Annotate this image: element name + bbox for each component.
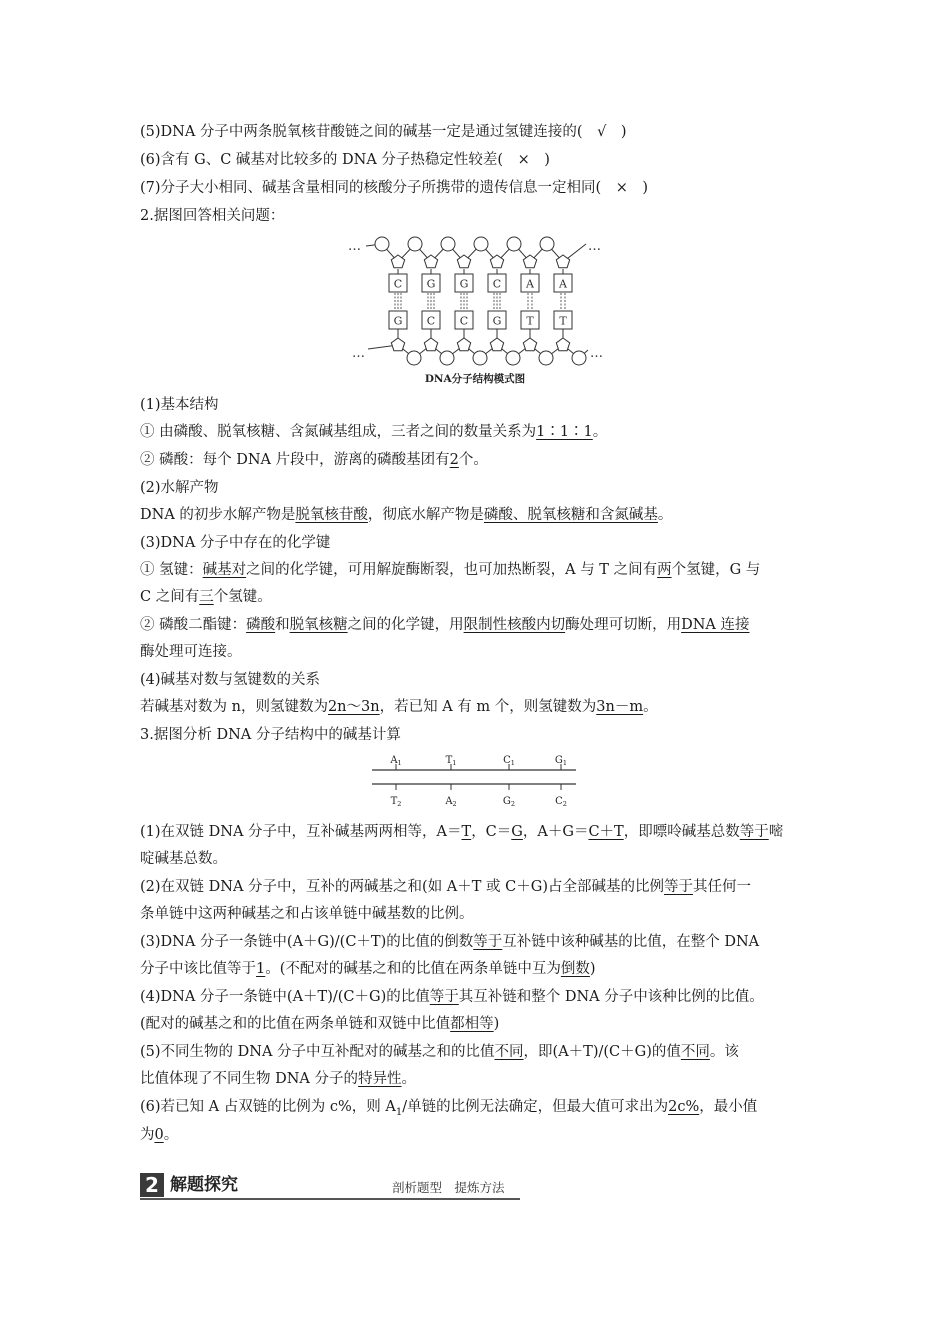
- point-6-cont: [140, 1125, 178, 1145]
- phosphate-circle: [572, 351, 586, 365]
- text: 。: [643, 699, 658, 715]
- point-4: [140, 987, 764, 1007]
- base-label-bottom: C: [426, 314, 436, 328]
- text: 个氢键。: [213, 589, 272, 605]
- text: /单链的比例无法确定，但最大值可求出为: [402, 1099, 669, 1115]
- subscript: 2: [397, 800, 402, 808]
- deoxyribose-pentagon: [523, 338, 536, 351]
- subsection-2-heading: (2)水解产物: [140, 480, 219, 496]
- text: 互补链中该种碱基的比值，在整个 DNA: [502, 934, 760, 950]
- figure-caption: DNA分子结构模式图: [424, 373, 526, 385]
- base-label-top: A: [526, 277, 534, 291]
- base-strand-figure: [368, 754, 580, 812]
- point-2: [140, 877, 751, 897]
- strand-1-label: $A_1$: [390, 755, 402, 767]
- text: 之间的化学键，用: [347, 617, 464, 633]
- text: 之间的化学键，可用解旋酶断裂，也可加热断裂，A 与 T 之间有: [246, 562, 658, 578]
- question-2-heading: 2.据图回答相关问题：: [140, 208, 285, 224]
- subscript: 1: [510, 759, 515, 767]
- text: (6)若已知 A 占双链的比例为 c%，则 A: [140, 1099, 396, 1115]
- statement-text: (6)含有 G、C 碱基对比较多的 DNA 分子热稳定性较差(: [140, 152, 518, 168]
- base-label-top: G: [459, 277, 469, 291]
- answer: 倒数: [560, 961, 590, 977]
- subscript: 2: [562, 800, 567, 808]
- dna-structure-figure: [340, 232, 610, 387]
- deoxyribose-pentagon: [424, 338, 437, 351]
- answer: 脱氧核糖: [289, 617, 348, 633]
- subsection-3a-cont: [140, 587, 272, 607]
- text: ，最小值: [699, 1099, 758, 1115]
- text: 分子中该比值等于: [140, 961, 256, 977]
- section-title: 解题探究: [170, 1175, 238, 1195]
- text: ，彻底水解产物是: [367, 507, 484, 523]
- text: 其任何一: [693, 879, 752, 895]
- phosphate-circle: [474, 237, 488, 251]
- answer: 磷酸、脱氧核糖和含氮碱基: [483, 507, 658, 523]
- text: (配对的碱基之和的比值在两条单链和双链中比值: [140, 1016, 451, 1032]
- text: (2)在双链 DNA 分子中，互补的两碱基之和(如 A＋T 或 C＋G)占全部碱基的比例: [140, 879, 665, 895]
- subsection-1b: [140, 450, 488, 470]
- answer: 等于: [739, 824, 769, 840]
- strand-2-label: $A_2$: [445, 796, 457, 808]
- phosphate-circle: [506, 351, 520, 365]
- base-label-bottom: T: [526, 314, 534, 328]
- subsection-1-heading: (1)基本结构: [140, 397, 219, 413]
- question-3-heading: 3.据图分析 DNA 分子结构中的碱基计算: [140, 727, 401, 743]
- subsection-2a: [140, 505, 672, 525]
- strand-1-label: $C_1$: [503, 755, 515, 767]
- text: ① 氢键：: [140, 562, 203, 578]
- answer-count: 2: [449, 452, 459, 468]
- phosphate-circle: [408, 237, 422, 251]
- answer: 脱氧核苷酸: [295, 507, 368, 523]
- strand-1-label: $G_1$: [554, 755, 568, 767]
- answer: 2c%: [668, 1099, 700, 1115]
- phosphate-circle: [375, 237, 389, 251]
- point-1-cont: 啶碱基总数。: [140, 851, 227, 867]
- phosphate-circle: [540, 237, 554, 251]
- text: 个。: [458, 452, 488, 468]
- dna-diagram: [340, 232, 610, 387]
- section-header: [140, 1172, 520, 1200]
- answer: 三: [199, 589, 214, 605]
- answer: T: [461, 824, 472, 840]
- subsection-3-heading: (3)DNA 分子中存在的化学键: [140, 535, 331, 551]
- answer: 等于: [429, 989, 459, 1005]
- answer: 限制性核酸内切: [463, 617, 566, 633]
- text: 比值体现了不同生物 DNA 分子的: [140, 1071, 359, 1087]
- text: 。: [163, 1127, 179, 1143]
- subscript: 2: [510, 800, 516, 808]
- subscript: 1: [452, 759, 457, 767]
- strand-2-label: $C_2$: [555, 796, 567, 808]
- phosphate-circle: [473, 351, 487, 365]
- strand-diagram: [368, 754, 580, 812]
- point-3-cont: [140, 959, 596, 979]
- subsection-3a: [140, 560, 760, 580]
- base-label-bottom: C: [459, 314, 469, 328]
- phosphate-circle: [440, 351, 454, 365]
- answer: 2n～3n: [327, 699, 380, 715]
- cross-mark: ×: [517, 152, 530, 168]
- deoxyribose-pentagon: [391, 338, 404, 351]
- section-subtitle: 剖析题型 提炼方法: [392, 1180, 505, 1195]
- text: ① 由磷酸、脱氧核糖、含氮碱基组成，三者之间的数量关系为: [140, 424, 537, 440]
- answer: 0: [154, 1127, 164, 1143]
- answer: 1: [256, 961, 266, 977]
- text: (4)DNA 分子一条链中(A＋T)/(C＋G)的比值: [140, 989, 430, 1005]
- base-label-bottom: G: [393, 314, 403, 328]
- phosphate-circle: [507, 237, 521, 251]
- base-label-top: C: [393, 277, 403, 291]
- statement-6: [140, 150, 550, 170]
- point-5-cont: [140, 1069, 416, 1089]
- point-4-cont: [140, 1014, 499, 1034]
- text: ② 磷酸：每个 DNA 片段中，游离的磷酸基团有: [140, 452, 450, 468]
- deoxyribose-pentagon: [556, 338, 569, 351]
- subsection-3b-cont: 酶处理可连接。: [140, 644, 242, 660]
- ellipsis: …: [348, 239, 361, 254]
- text: 。(不配对的碱基之和的比值在两条单链中互为: [265, 961, 561, 977]
- base-label-top: G: [426, 277, 436, 291]
- phosphate-circle: [407, 351, 421, 365]
- text: 。: [401, 1071, 417, 1087]
- point-5: [140, 1042, 739, 1062]
- check-mark: √: [597, 124, 607, 140]
- text: DNA 的初步水解产物是: [140, 507, 296, 523]
- answer: 碱基对: [202, 562, 247, 578]
- answer: G: [511, 824, 523, 840]
- answer-ratio: 1∶1∶1: [536, 424, 593, 440]
- text: C 之间有: [140, 589, 200, 605]
- text: (1)在双链 DNA 分子中，互补碱基两两相等，A＝: [140, 824, 462, 840]
- text: ): [493, 1016, 500, 1032]
- text: ，若已知 A 有 m 个，则氢键数为: [379, 699, 597, 715]
- point-2-cont: 条单链中这两种碱基之和占该单链中碱基数的比例。: [140, 906, 474, 922]
- ellipsis: …: [588, 239, 601, 254]
- answer: 等于: [664, 879, 694, 895]
- subsection-3b: [140, 615, 750, 635]
- text: ，即(A＋T)/(C＋G)的值: [523, 1044, 681, 1060]
- answer: DNA 连接: [681, 617, 750, 633]
- text: 为: [140, 1127, 155, 1143]
- text: 若碱基对数为 n，则氢键数为: [140, 699, 328, 715]
- ellipsis: …: [352, 346, 365, 361]
- strand-2-label: $G_2$: [502, 796, 516, 808]
- answer: 不同: [494, 1044, 524, 1060]
- text: ，即嘌呤碱基总数: [623, 824, 740, 840]
- base-label-top: C: [492, 277, 502, 291]
- base-label-bottom: G: [492, 314, 502, 328]
- text: ② 磷酸二酯键：: [140, 617, 247, 633]
- text: 嘧: [768, 824, 784, 840]
- statement-7: [140, 178, 648, 198]
- statement-text: ): [529, 152, 550, 168]
- statement-5: [140, 122, 627, 142]
- text: 。: [592, 424, 608, 440]
- statement-text: (7)分子大小相同、碱基含量相同的核酸分子所携带的遗传信息一定相同(: [140, 180, 616, 196]
- statement-text: ): [627, 180, 649, 196]
- phosphate-circle: [539, 351, 553, 365]
- subscript: 1: [395, 1106, 403, 1118]
- statement-text: ): [606, 124, 627, 140]
- text: ，A＋G＝: [522, 824, 589, 840]
- strand-2-label: $T_2$: [390, 796, 402, 808]
- text: (3)DNA 分子一条链中(A＋G)/(C＋T)的比值的倒数: [140, 934, 474, 950]
- subscript: 1: [397, 759, 402, 767]
- answer: 两: [657, 562, 672, 578]
- subscript: 1: [562, 759, 568, 767]
- answer: C＋T: [588, 824, 624, 840]
- point-3: [140, 932, 759, 952]
- subsection-4-heading: (4)碱基对数与氢键数的关系: [140, 672, 321, 688]
- point-6: [140, 1097, 757, 1123]
- point-1: [140, 822, 783, 842]
- text: 和: [275, 617, 290, 633]
- text: (5)不同生物的 DNA 分子中互补配对的碱基之和的比值: [140, 1044, 495, 1060]
- subscript: 2: [452, 800, 457, 808]
- subsection-4a: [140, 697, 658, 717]
- answer: 特异性: [358, 1071, 402, 1087]
- answer: 磷酸: [246, 617, 276, 633]
- phosphate-circle: [441, 237, 455, 251]
- text: ): [589, 961, 596, 977]
- base-label-bottom: T: [559, 314, 567, 328]
- strand-1-label: $T_1$: [445, 755, 457, 767]
- base-label-top: A: [559, 277, 567, 291]
- subsection-1a: [140, 422, 607, 442]
- section-rule: [140, 1198, 520, 1200]
- text: 。: [657, 507, 673, 523]
- section-number: 2: [140, 1173, 164, 1197]
- text: ，C＝: [471, 824, 512, 840]
- text: 。该: [709, 1044, 739, 1060]
- deoxyribose-pentagon: [490, 338, 503, 351]
- answer: 等于: [473, 934, 503, 950]
- text: 酶处理可切断，用: [565, 617, 682, 633]
- answer: 都相等: [450, 1016, 494, 1032]
- answer: 不同: [680, 1044, 710, 1060]
- text: 其互补链和整个 DNA 分子中该种比例的比值。: [458, 989, 764, 1005]
- statement-text: (5)DNA 分子中两条脱氧核苷酸链之间的碱基一定是通过氢键连接的(: [140, 124, 598, 140]
- text: 个氢键，G 与: [671, 562, 761, 578]
- ellipsis: …: [590, 346, 603, 361]
- deoxyribose-pentagon: [457, 338, 470, 351]
- cross-mark: ×: [615, 180, 628, 196]
- answer: 3n－m: [596, 699, 644, 715]
